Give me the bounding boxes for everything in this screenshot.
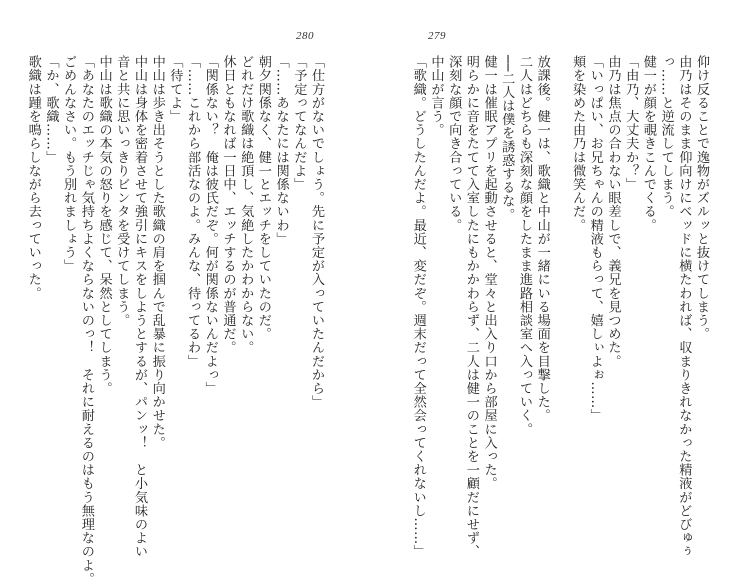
text-line: 中山は歌織の本気の怒りを感じて、呆然としてしまう。 xyxy=(96,55,112,395)
text-line: 「か、歌織……」 xyxy=(43,55,59,164)
text-line: 明らかに音をたてて入室したにもかかわらず、二人は健一のことを一顧だにせず、 xyxy=(463,55,479,559)
text-line: 「歌織。どうしたんだよ。最近、変だぞ。週末だって全然会ってくれないし……」 xyxy=(410,55,426,559)
page-text-left xyxy=(25,55,325,585)
text-line: 健一は催眠アプリを起動させると、堂々と出入り口から部屋に入った。 xyxy=(481,55,497,491)
text-line: 中山は身体を密着させて強引にキスをしようとするが、パンッ！ と小気味のよい xyxy=(131,55,147,559)
text-line: 由乃はそのまま仰向けにベッドに横たわれば、収まりきれなかった精液がどびゅぅ xyxy=(676,55,692,559)
text-line: 健一が顔を覗きこんでくる。 xyxy=(640,55,656,232)
text-line: 「予定ってなんだよ」 xyxy=(291,55,307,191)
text-line: 休日ともなれば一日中、エッチするのが普通だ。 xyxy=(220,55,236,355)
page-number-right: 279 xyxy=(428,30,446,42)
text-line: 二人はどちらも深刻な顔をしたまま進路相談室へ入っていく。 xyxy=(516,55,532,436)
text-line: 頬を染めた由乃は微笑んだ。 xyxy=(570,55,586,232)
page-gutter xyxy=(367,0,368,526)
text-line: っ……と逆流してしまう。 xyxy=(658,55,674,219)
text-line: 深刻な顔で向き合っている。 xyxy=(446,55,462,232)
text-line: 由乃は焦点の合わない眼差しで、義兄を見つめた。 xyxy=(605,55,621,368)
text-line: 「……これから部活なのよ。みんな、待ってるわ」 xyxy=(185,55,201,368)
text-line: 「関係ない？ 俺は彼氏だぞ。何が関係ないんだよっ」 xyxy=(202,55,218,395)
text-line: 「仕方がないでしょう。先に予定が入っていたんだから」 xyxy=(309,55,324,409)
text-line: ごめんなさい。もう別れましょう」 xyxy=(61,55,77,273)
text-line: 朝夕関係なく、健一とエッチをしていたのだ。 xyxy=(255,55,271,341)
text-line xyxy=(551,55,569,485)
text-line: 音と共に思いっきりビンタを受けてしまう。 xyxy=(114,55,130,327)
text-line: 歌織は踵を鳴らしながら去っていった。 xyxy=(25,55,41,300)
text-line: ──二人は僕を誘惑するな。 xyxy=(499,55,515,222)
text-line: 仰け反ることで逸物がズルッと抜けてしまう。 xyxy=(694,55,709,341)
text-line: 「待てよ」 xyxy=(167,55,183,123)
text-line: 「……あなたには関係ないわ」 xyxy=(273,55,289,246)
text-line: 放課後。健一は、歌織と中山が一緒にいる場面を目撃した。 xyxy=(534,55,550,423)
text-line: 「あなたのエッチじゃ気持ちよくならないのっ！ それに耐えるのはもう無理なのよ。 xyxy=(78,55,94,585)
text-line: 中山は歩き出そうとした歌織の肩を掴んで乱暴に振り向かせた。 xyxy=(149,55,165,450)
page-number-left: 280 xyxy=(296,30,314,42)
text-line: 「いっぱい、お兄ちゃんの精液もらって、嬉しぃよぉ……」 xyxy=(587,55,603,423)
text-line: 中山が言う。 xyxy=(428,55,444,137)
page-text-right xyxy=(410,55,710,559)
text-line: どれだけ歌織は絶頂し、気絶したかわからない。 xyxy=(238,55,254,355)
text-line: 「由乃、大丈夫か？」 xyxy=(623,55,639,191)
